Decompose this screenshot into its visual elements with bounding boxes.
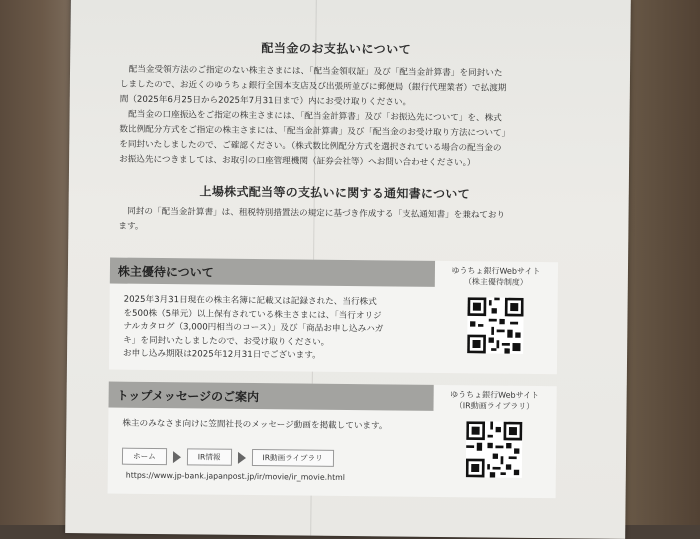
navigation-path: [122, 448, 334, 467]
dividend-payment-title: 配当金のお支払いについて: [261, 41, 412, 57]
shareholder-benefits-body: 2025年3月31日現在の株主名簿に記載又は記録された、当行株式 を500株（5単元）以上保有されている株主さまには、「当行オリジ ナルカタログ（3,000円相当のコース）」及び「商品お申し込みハガ キ」を同封いたしましたので、お受け取りください。 お申し込み期限は2025年12月31日でございます。: [123, 294, 384, 362]
document-sheet: [65, 0, 631, 539]
top-message-body: 株主のみなさま向けに笠間社長のメッセージ動画を掲載しています。: [122, 418, 388, 432]
qr-code-icon[interactable]: [466, 421, 523, 478]
background-right: [620, 0, 700, 525]
top-message-title: トップメッセージのご案内: [116, 388, 260, 405]
background-left: [0, 0, 70, 525]
payment-notice-paragraph: 同封の「配当金計算書」は、租税特別措置法の規定に基づき作成する「支払通知書」を兼ねており ます。: [118, 206, 506, 232]
dividend-paragraph-1: 配当金受領方法のご指定のない株主さまには、「配当金領収証」及び「配当金計算書」を同封いた しましたので、お近くのゆうちょ銀行全国本支店及び出張所並びに郵便局（銀行代理業者）で払渡期 間（2025年6月25日から2025年7月31日まで）内にお受け取りください。: [119, 64, 507, 108]
arrow-right-icon: [237, 451, 245, 463]
website-caption: ゆうちょ銀行Webサイト （IR動画ライブラリ）: [450, 390, 540, 411]
notice-text: [118, 38, 552, 240]
movie-url[interactable]: https://www.jp-bank.japanpost.jp/ir/movie/ir_movie.html: [125, 470, 345, 482]
step-ir-info: IR情報: [187, 448, 232, 465]
qr-code-icon[interactable]: [467, 297, 524, 354]
dividend-paragraph-2: 配当金の口座振込をご指定の株主さまには、「配当金計算書」及び「お振込先について」を、株式 数比例配分方式をご指定の株主さまには、「配当金計算書」及び「配当金のお受け取り方法について」 を同封いたしましたので、ご確認ください。（株式数比例配分方式を選択されている場合の配当金の お振込先につきましては、お取引の口座管理機関（証券会社等）へお問い合わせください。）: [119, 109, 511, 169]
arrow-right-icon: [173, 451, 181, 463]
website-caption: ゆうちょ銀行Webサイト （株主優待制度）: [451, 266, 541, 287]
top-message-box: [108, 382, 557, 499]
step-home: ホーム: [122, 448, 167, 465]
step-ir-movie-library: IR動画ライブラリ: [251, 449, 333, 467]
shareholder-benefits-box: [109, 258, 558, 375]
payment-notice-title: 上場株式配当等の支払いに関する通知書について: [199, 184, 471, 202]
shareholder-benefits-title: 株主優待について: [117, 264, 214, 280]
